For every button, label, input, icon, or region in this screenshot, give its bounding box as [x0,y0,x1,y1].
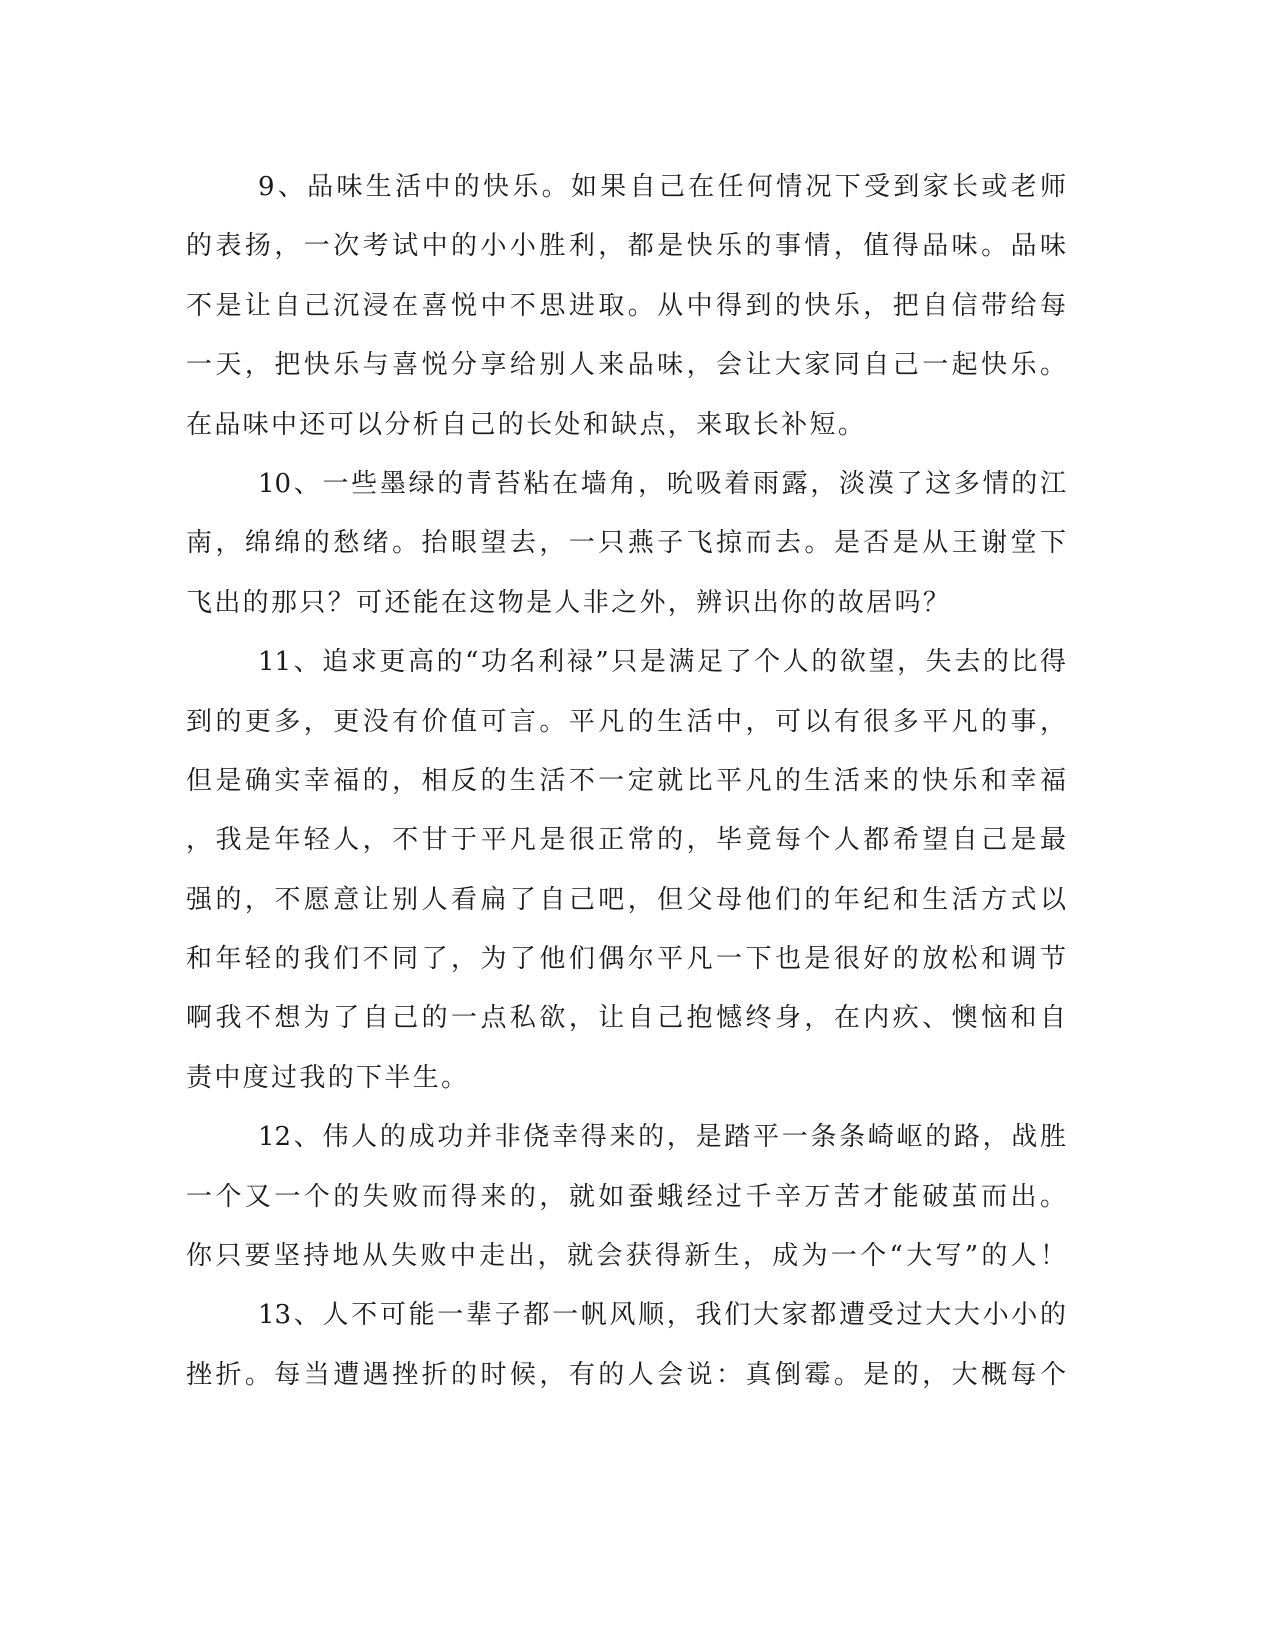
text-line: 南，绵绵的愁绪。抬眼望去，一只燕子飞掠而去。是否是从王谢堂下 [186,528,1066,559]
paragraph-13 [186,1286,1066,1405]
text-line: 啊我不想为了自己的一点私欲，让自己抱憾终身，在内疚、懊恼和自 [186,1003,1066,1034]
text-line: 到的更多，更没有价值可言。平凡的生活中，可以有很多平凡的事， [186,706,1066,737]
text-line: 但是确实幸福的，相反的生活不一定就比平凡的生活来的快乐和幸福 [186,765,1066,796]
paragraph-10 [186,455,1066,633]
text-line: 飞出的那只？可还能在这物是人非之外，辨识出你的故居吗？ [186,587,952,618]
paragraph-11 [186,633,1066,1108]
text-line: 一个又一个的失败而得来的，就如蚕蛾经过千辛万苦才能破茧而出。 [186,1181,1066,1212]
text-line: 13、人不可能一辈子都一帆风顺，我们大家都遭受过大大小小的 [258,1300,1066,1331]
text-line: 责中度过我的下半生。 [186,1062,470,1093]
text-line: 11、追求更高的“功名利禄”只是满足了个人的欲望，失去的比得 [258,647,1066,678]
text-line: 10、一些墨绿的青苔粘在墙角，吮吸着雨露，淡漠了这多情的江 [258,468,1066,499]
text-line: 一天，把快乐与喜悦分享给别人来品味，会让大家同自己一起快乐。 [186,350,1066,381]
text-line: 和年轻的我们不同了，为了他们偶尔平凡一下也是很好的放松和调节 [186,944,1066,975]
text-line: 强的，不愿意让别人看扁了自己吧，但父母他们的年纪和生活方式以 [186,884,1066,915]
text-line: 挫折。每当遭遇挫折的时候，有的人会说：真倒霉。是的，大概每个 [186,1359,1066,1390]
text-line: 9、品味生活中的快乐。如果自己在任何情况下受到家长或老师 [258,172,1066,202]
paragraph-9 [186,158,1066,455]
text-line: 的表扬，一次考试中的小小胜利，都是快乐的事情，值得品味。品味 [186,231,1066,262]
paragraph-12 [186,1108,1066,1286]
text-line: 在品味中还可以分析自己的长处和缺点，来取长补短。 [186,409,867,440]
text-line: 你只要坚持地从失败中走出，就会获得新生，成为一个“大写”的人！ [186,1241,1066,1272]
text-line: ，我是年轻人，不甘于平凡是很正常的，毕竟每个人都希望自己是最 [186,825,1066,856]
text-line: 12、伟人的成功并非侥幸得来的，是踏平一条条崎岖的路，战胜 [258,1122,1066,1153]
text-line: 不是让自己沉浸在喜悦中不思进取。从中得到的快乐，把自信带给每 [186,290,1066,321]
document-body [186,158,1066,1405]
